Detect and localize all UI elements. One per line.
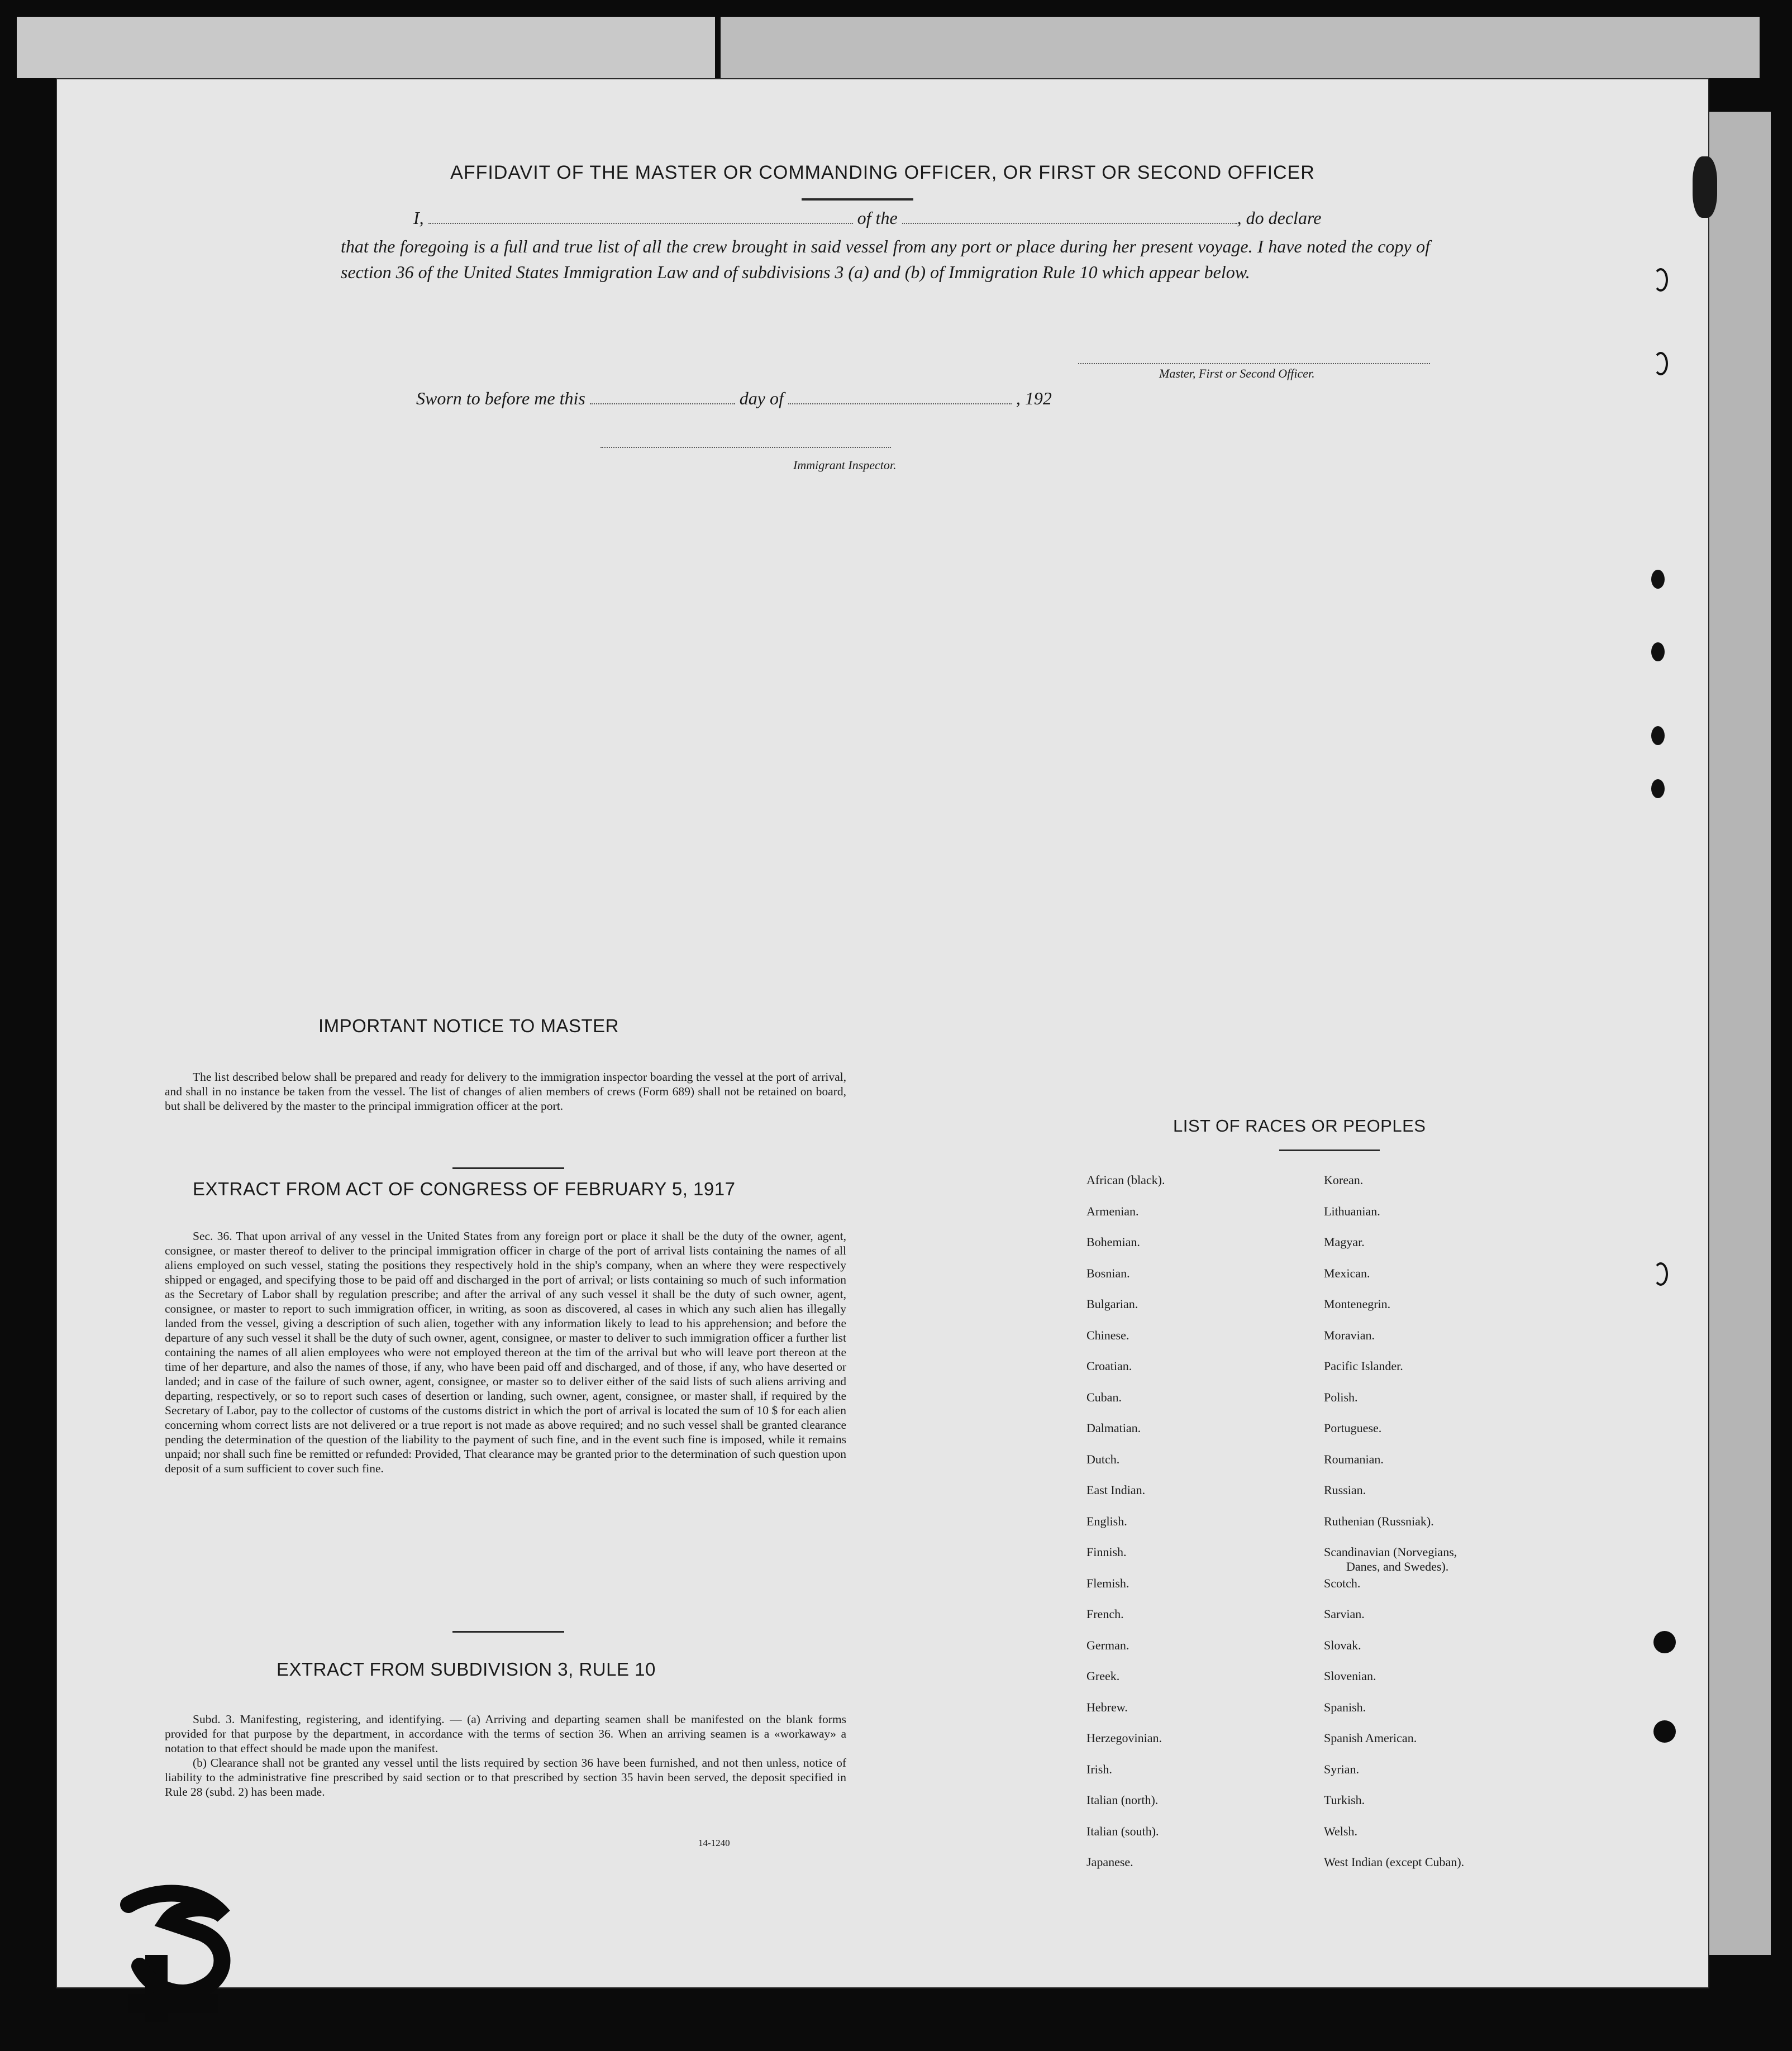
rule-text-b: (b) Clearance shall not be granted any vessel until the lists required by section 36 have been furnished, and not then unless, notice of liability to the administrative fine prescribed by said section or to that prescribed by section 35 havin been served, the deposit specified in Rule 28 (subd. 2) has been made.	[165, 1756, 846, 1799]
race-item: Dalmatian.	[1086, 1421, 1141, 1435]
race-item: Hebrew.	[1086, 1700, 1128, 1714]
race-item: Slovak.	[1324, 1638, 1361, 1652]
race-item: Chinese.	[1086, 1328, 1129, 1342]
race-item: French.	[1086, 1607, 1124, 1621]
affidavit-text: that the foregoing is a full and true list of all the crew brought in said vessel from any port or place during her present voyage. I have noted the copy of section 36 of the United States Immigration Law and of subdivisions 3 (a) and (b) of Immigration Rule 10 which appear below.	[341, 236, 1430, 282]
race-item: Cuban.	[1086, 1390, 1122, 1404]
race-item: Bulgarian.	[1086, 1297, 1138, 1311]
race-item: German.	[1086, 1638, 1129, 1652]
punch-hole-mark	[1651, 570, 1665, 589]
affidavit-paragraph	[341, 233, 1430, 285]
race-item: Croatian.	[1086, 1359, 1132, 1373]
punch-hole	[1653, 1720, 1676, 1743]
document-page	[56, 78, 1709, 1988]
race-item: Magyar.	[1324, 1235, 1365, 1249]
back-sheet-top-right	[721, 17, 1760, 78]
day-of-label: day of	[739, 388, 784, 408]
signature-caption: Master, First or Second Officer.	[1159, 366, 1315, 380]
race-item: Moravian.	[1324, 1328, 1375, 1342]
act-text: Sec. 36. That upon arrival of any vessel in the United States from any foreign port or place it shall be the duty of the owner, agent, consignee, or master thereof to deliver to the principal immigration officer in charge of the port of arrival lists containing the names of all aliens employed on such vessel, stating the positions they respectively hold in the ship's company, when an where they were respectively shipped or engaged, and specifying those to be paid off and discharged in the port of arrival; or lists containing so much of such information as the Secretary of Labor shall by regulation prescribe; and after the arrival of any such vessel it shall be the duty of such owner, agent, consignee, or master to report to such immigration officer, in writing, as soon as discovered, al cases in which any such alien has illegally landed from the vessel, giving a description of such alien, together with any information likely to lead to his apprehension; and before the departure of any such vessel it shall be the duty of such owner, agent, consignee, or master to deliver to such immigration officer a further list containing the names of all alien employees who were not employed thereon at the tim of the arrival but who will leave port thereon at the time of her departure, and also the names of those, if any, who have been paid off and discharged, and of those, if any, who have deserted or landed; and in case of the failure of such owner, agent, consignee, or master so to deliver either of the said lists of such aliens arriving and departing, respectively, or so to report such cases of desertion or landing, such owner, agent, consignee, or master shall, if required by the Secretary of Labor, pay to the collector of customs of the customs district in which the port of arrival is located the sum of 10 $ for each alien concerning whom correct lists are not delivered or a true report is not made as above required; and no such vessel shall be granted clearance pending the determination of the question of the liability to the payment of such fine, and in the event such fine is imposed, while it remains unpaid; nor shall such fine be remitted or refunded: Provided, That clearance may be granted prior to the determination of such question upon deposit of a sum sufficient to cover such fine.	[165, 1229, 846, 1475]
race-item: Herzegovinian.	[1086, 1731, 1162, 1745]
inspector-caption: Immigrant Inspector.	[793, 458, 897, 472]
race-item: Lithuanian.	[1324, 1204, 1380, 1218]
i-label: I,	[413, 208, 424, 228]
race-item: Portuguese.	[1324, 1421, 1382, 1435]
rule-title: EXTRACT FROM SUBDIVISION 3, RULE 10	[277, 1659, 656, 1680]
race-item: West Indian (except Cuban).	[1324, 1855, 1465, 1869]
race-item: Danes, and Swedes).	[1346, 1559, 1449, 1573]
race-item: Bohemian.	[1086, 1235, 1140, 1249]
affidavit-title: AFFIDAVIT OF THE MASTER OR COMMANDING OFFICER, OR FIRST OR SECOND OFFICER	[450, 162, 1315, 183]
back-sheet-top	[17, 17, 715, 78]
race-item: Armenian.	[1086, 1204, 1139, 1218]
race-item: English.	[1086, 1514, 1127, 1528]
signature-blank[interactable]	[1078, 357, 1430, 364]
declaration-line	[413, 208, 1430, 228]
sworn-label: Sworn to before me this	[416, 388, 585, 408]
race-item: Roumanian.	[1324, 1452, 1384, 1466]
race-item: Mexican.	[1324, 1266, 1370, 1280]
race-item: Greek.	[1086, 1669, 1120, 1683]
punch-hole-mark	[1653, 1262, 1668, 1286]
race-item: Montenegrin.	[1324, 1297, 1391, 1311]
race-item: African (black).	[1086, 1173, 1165, 1187]
punch-hole	[1653, 1631, 1676, 1653]
race-item: Flemish.	[1086, 1576, 1129, 1590]
race-item: Sarvian.	[1324, 1607, 1365, 1621]
race-item: Spanish.	[1324, 1700, 1366, 1714]
do-declare-label: , do declare	[1237, 208, 1322, 228]
notice-text-block	[165, 1070, 846, 1113]
race-item: Dutch.	[1086, 1452, 1120, 1466]
race-item: Finnish.	[1086, 1545, 1127, 1559]
notice-rule	[452, 1167, 564, 1169]
punch-hole-mark	[1651, 779, 1665, 798]
race-item: Pacific Islander.	[1324, 1359, 1403, 1373]
year-label: , 192	[1016, 388, 1052, 408]
punch-hole-mark	[1651, 642, 1665, 661]
race-item: Syrian.	[1324, 1762, 1359, 1776]
races-title: LIST OF RACES OR PEOPLES	[1173, 1116, 1426, 1136]
rule-text-a: Subd. 3. Manifesting, registering, and identifying. — (a) Arriving and departing seamen shall be manifested on the blank forms provided for that purpose by the department, in accordance with the terms of section 36. When an arriving seamen is a «workaway» a notation to that effect should be made upon the manifest.	[165, 1713, 846, 1755]
punch-hole	[1693, 156, 1717, 218]
form-number: 14-1240	[698, 1838, 730, 1848]
back-sheet-right	[1709, 112, 1771, 1955]
title-rule	[802, 198, 913, 201]
act-rule	[452, 1631, 564, 1633]
sworn-line	[416, 388, 1198, 409]
act-text-block	[165, 1229, 846, 1476]
punch-hole-mark	[1653, 352, 1668, 375]
race-item: Scotch.	[1324, 1576, 1361, 1590]
race-item: Turkish.	[1324, 1793, 1365, 1807]
punch-hole-mark	[1653, 268, 1668, 292]
notice-title: IMPORTANT NOTICE TO MASTER	[318, 1015, 619, 1036]
act-title: EXTRACT FROM ACT OF CONGRESS OF FEBRUARY 5, 1917	[193, 1179, 736, 1199]
race-item: Italian (north).	[1086, 1793, 1159, 1807]
race-item: Polish.	[1324, 1390, 1358, 1404]
race-item: Spanish American.	[1324, 1731, 1417, 1745]
day-blank[interactable]	[590, 389, 735, 404]
month-blank[interactable]	[788, 389, 1012, 404]
punch-hole-mark	[1651, 726, 1665, 745]
rule-text-block	[165, 1712, 846, 1799]
vessel-blank[interactable]	[902, 208, 1237, 224]
race-item: East Indian.	[1086, 1483, 1146, 1497]
notice-text: The list described below shall be prepared and ready for delivery to the immigration inspector boarding the vessel at the port of arrival, and shall in no instance be taken from the vessel. The list of changes of alien members of crews (Form 689) shall not be retained on board, but shall be delivered by the master to the principal immigration officer at the port.	[165, 1070, 846, 1113]
of-the-label: of the	[857, 208, 898, 228]
race-item: Russian.	[1324, 1483, 1366, 1497]
name-blank[interactable]	[428, 208, 853, 224]
handwritten-number-stamp	[117, 1882, 240, 2039]
inspector-blank[interactable]	[600, 441, 891, 448]
race-item: Bosnian.	[1086, 1266, 1130, 1280]
races-rule	[1279, 1149, 1380, 1151]
race-item: Slovenian.	[1324, 1669, 1376, 1683]
race-item: Ruthenian (Russniak).	[1324, 1514, 1434, 1528]
race-item: Welsh.	[1324, 1824, 1357, 1838]
race-item: Scandinavian (Norvegians,	[1324, 1545, 1457, 1559]
race-item: Japanese.	[1086, 1855, 1133, 1869]
race-item: Korean.	[1324, 1173, 1364, 1187]
race-item: Irish.	[1086, 1762, 1112, 1776]
race-item: Italian (south).	[1086, 1824, 1159, 1838]
